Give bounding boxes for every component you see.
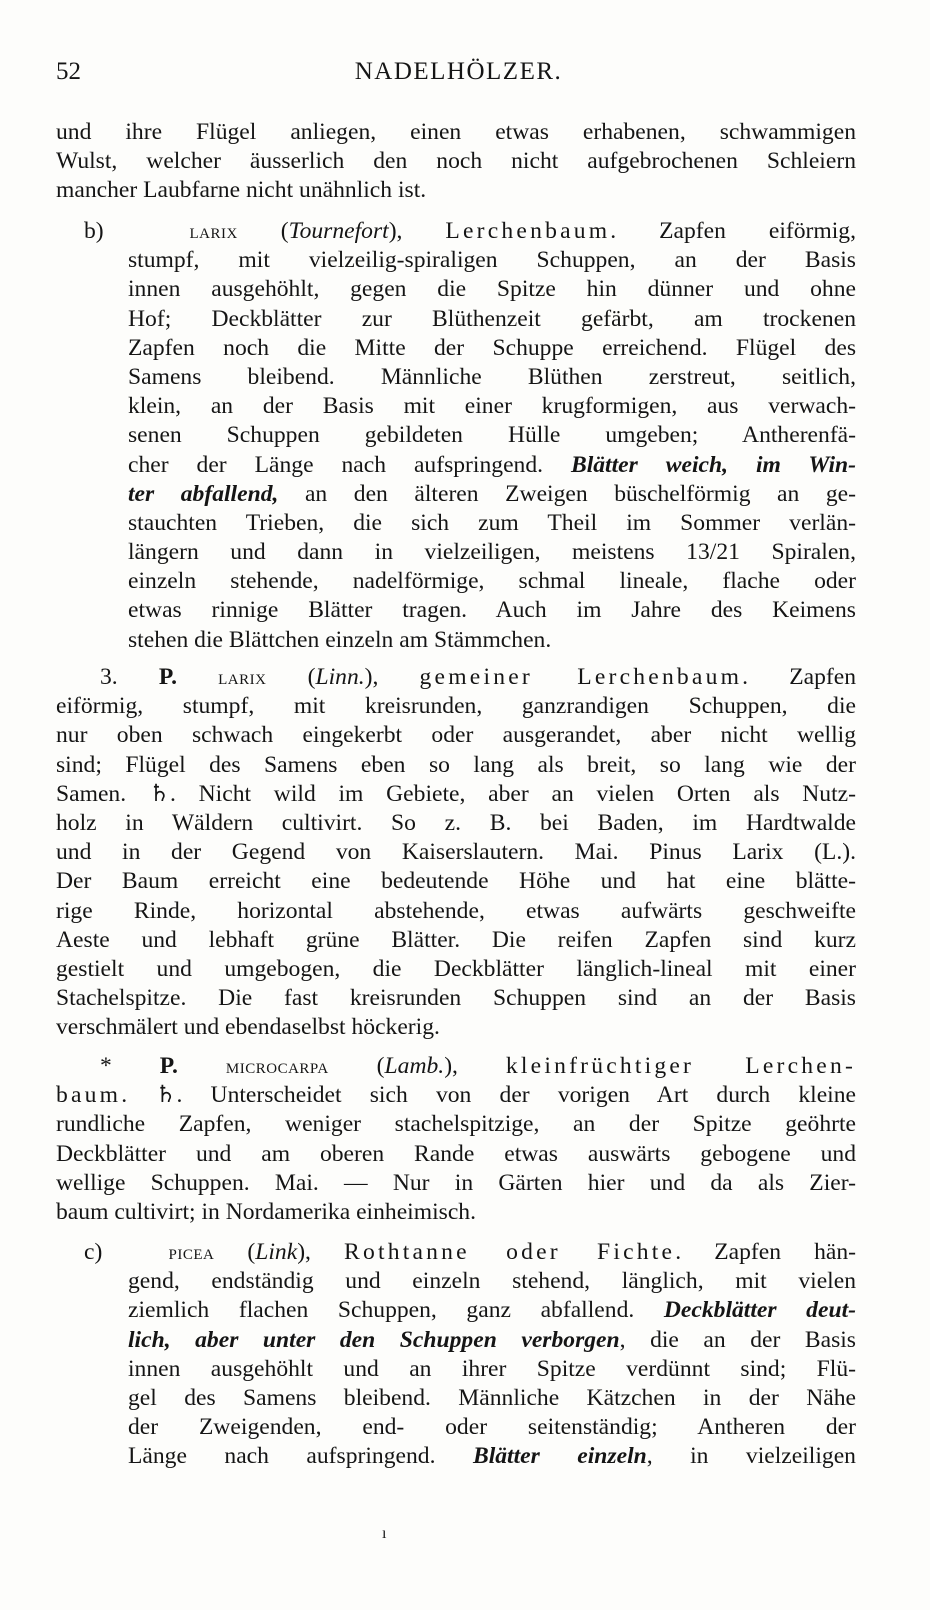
text-line: senen Schuppen gebildeten Hülle umgeben; Antherenfä- bbox=[128, 422, 856, 449]
fraction: 13/21 bbox=[686, 539, 740, 566]
common-name: kleinfrüchtiger Lerchen- bbox=[505, 1053, 857, 1079]
text-line: stumpf, mit vielzeilig-spiraligen Schuppen, an der Basis bbox=[128, 247, 856, 274]
text-line: gend, endständig und einzeln stehend, länglich, mit vielen bbox=[128, 1268, 856, 1295]
authority: Tournefort bbox=[288, 218, 389, 244]
text-line: gestielt und umgebogen, die Deckblätter länglich-lineal mit einer bbox=[56, 955, 856, 982]
page-header bbox=[56, 58, 861, 98]
authority: Linn. bbox=[315, 664, 365, 690]
cultivated-star: * bbox=[100, 1053, 112, 1079]
text-line: Zapfen noch die Mitte der Schuppe erreichend. Flügel des bbox=[128, 334, 856, 361]
species-number: 3. bbox=[100, 664, 118, 690]
text-line: eiförmig, stumpf, mit kreisrunden, ganzrandigen Schuppen, die bbox=[56, 693, 856, 720]
text-line: rundliche Zapfen, weniger stachelspitzige, an der Spitze geöhrte bbox=[56, 1111, 856, 1138]
text-line: Aeste und lebhaft grüne Blätter. Die reifen Zapfen sind kurz bbox=[56, 926, 856, 953]
continuation-paragraph bbox=[56, 118, 856, 206]
text-line: wellige Schuppen. Mai. — Nur in Gärten hier und da als Zier- bbox=[56, 1169, 856, 1196]
text-line: b) larix (Tournefort), Lerchenbaum. Zapfen eiförmig, bbox=[84, 218, 856, 244]
species-name: microcarpa bbox=[225, 1054, 329, 1078]
text-line: der Zweigenden, end- oder seitenständig; Antheren der bbox=[128, 1414, 856, 1441]
text-line: stehen die Blättchen einzeln am Stämmchen. bbox=[128, 626, 552, 653]
text-line: Wulst, welcher äusserlich den noch nicht aufgebrochenen Schleiern bbox=[56, 148, 856, 175]
text-line: längern und dann in vielzeiligen, meistens 13/21 Spiralen, bbox=[128, 539, 856, 566]
text-line: stauchten Trieben, die sich zum Theil im Sommer verlän- bbox=[128, 509, 856, 536]
text-line: baum cultivirt; in Nordamerika einheimisch. bbox=[56, 1198, 476, 1225]
common-name: Lerchenbaum bbox=[445, 218, 611, 244]
text-line: 3. P. larix (Linn.), gemeiner Lerchenbaum. Zapfen bbox=[100, 664, 856, 690]
genus-picea-entry bbox=[56, 1238, 856, 1472]
species-p-microcarpa bbox=[56, 1052, 856, 1227]
text-line: Stachelspitze. Die fast kreisrunden Schuppen sind an der Basis bbox=[56, 985, 856, 1012]
text-line: nur oben schwach eingekerbt oder ausgerandet, aber nicht wellig bbox=[56, 722, 856, 749]
text-line: Samens bleibend. Männliche Blüthen zerstreut, seitlich, bbox=[128, 363, 856, 390]
text-line: Länge nach aufspringend. Blätter einzeln, in vielzeiligen bbox=[128, 1443, 856, 1470]
authority: Lamb. bbox=[384, 1053, 445, 1079]
text-line: Der Baum erreicht eine bedeutende Höhe und hat eine blätte- bbox=[56, 868, 856, 895]
entry-marker: c) bbox=[84, 1239, 103, 1265]
text-line: ter abfallend, an den älteren Zweigen büschelförmig an ge- bbox=[128, 480, 856, 507]
text-line: innen ausgehöhlt, gegen die Spitze hin dünner und ohne bbox=[128, 276, 856, 303]
text-line: ziemlich flachen Schuppen, ganz abfallend. Deckblätter deut- bbox=[128, 1297, 856, 1324]
common-name: gemeiner Lerchenbaum bbox=[419, 664, 743, 690]
text-line: verschmälert und ebendaselbst höckerig. bbox=[56, 1014, 440, 1041]
text-line: etwas rinnige Blätter tragen. Auch im Jahre des Keimens bbox=[128, 597, 856, 624]
text-line: mancher Laubfarne nicht unähnlich ist. bbox=[56, 177, 427, 204]
species-p-larix bbox=[56, 663, 856, 1042]
page-number: 52 bbox=[56, 58, 81, 85]
running-title: NADELHÖLZER. bbox=[354, 58, 563, 85]
entry-marker: b) bbox=[84, 218, 104, 244]
text-line: einzeln stehende, nadelförmige, schmal lineale, flache oder bbox=[128, 568, 856, 595]
text-line: innen ausgehöhlt und an ihrer Spitze verdünnt sind; Flü- bbox=[128, 1355, 856, 1382]
genus-name: larix bbox=[189, 219, 238, 243]
text-line: c) picea (Link), Rothtanne oder Fichte. Zapfen hän- bbox=[84, 1239, 856, 1265]
text-line: rige Rinde, horizontal abstehende, etwas aufwärts geschweifte bbox=[56, 897, 856, 924]
text-line: baum. ♄. Unterscheidet sich von der vorigen Art durch kleine bbox=[56, 1082, 856, 1109]
text-line: und in der Gegend von Kaiserslautern. Mai. Pinus Larix (L.). bbox=[56, 839, 856, 866]
text-line: * P. microcarpa (Lamb.), kleinfrüchtiger Lerchen- bbox=[100, 1053, 857, 1079]
species-name: larix bbox=[218, 665, 267, 689]
text-line: cher der Länge nach aufspringend. Blätter weich, im Win- bbox=[128, 451, 857, 478]
genus-name: picea bbox=[168, 1240, 215, 1264]
text-line: und ihre Flügel anliegen, einen etwas erhabenen, schwammigen bbox=[56, 119, 856, 145]
genus-larix-entry bbox=[56, 217, 856, 655]
text-line: Deckblätter und am oberen Rande etwas auswärts gebogene und bbox=[56, 1140, 856, 1167]
text-line: klein, an der Basis mit einer krugformigen, aus verwach- bbox=[128, 393, 856, 420]
authority: Link bbox=[255, 1239, 298, 1265]
text-line: Hof; Deckblätter zur Blüthenzeit gefärbt, am trockenen bbox=[128, 305, 856, 332]
text-line: Samen. ♄. Nicht wild im Gebiete, aber an vielen Orten als Nutz- bbox=[56, 780, 856, 807]
common-name: Rothtanne oder Fichte bbox=[344, 1239, 676, 1265]
text-line: sind; Flügel des Samens eben so lang als breit, so lang wie der bbox=[56, 751, 856, 778]
stray-ink-mark: ı bbox=[382, 1525, 387, 1542]
text-line: holz in Wäldern cultivirt. So z. B. bei Baden, im Hardtwalde bbox=[56, 809, 856, 836]
text-line: gel des Samens bleibend. Männliche Kätzchen in der Nähe bbox=[128, 1384, 856, 1411]
text-line: lich, aber unter den Schuppen verborgen, die an der Basis bbox=[128, 1326, 856, 1353]
